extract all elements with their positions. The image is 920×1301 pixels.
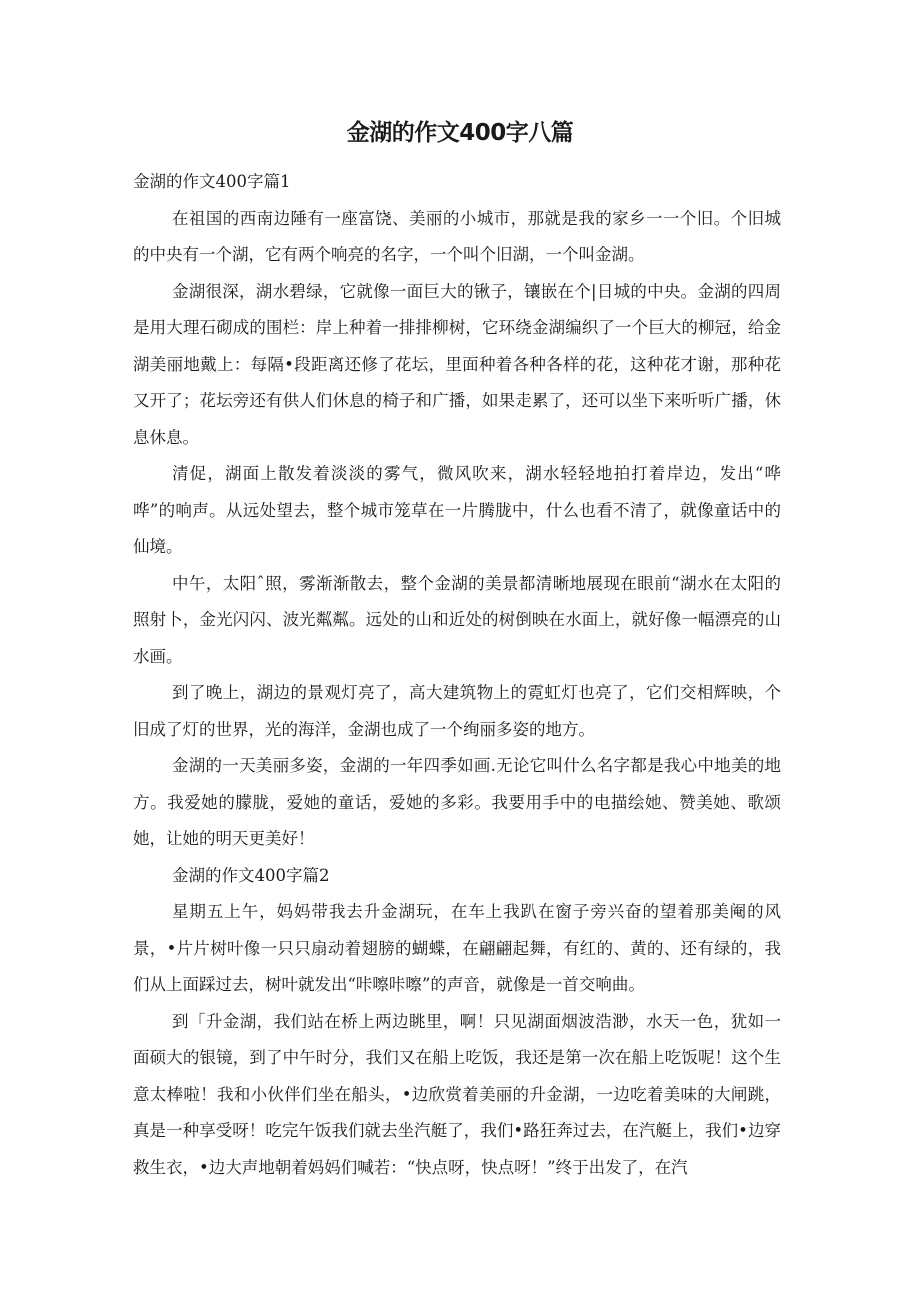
paragraph: 在祖国的西南边陲有一座富饶、美丽的小城市，那就是我的家乡一一个旧。个旧城的中央有一个湖，它有两个响亮的名字，一个叫个旧湖，一个叫金湖。	[133, 208, 781, 264]
paragraph: 到「升金湖，我们站在桥上两边眺里，啊！只见湖面烟波浩渺，水天一色，犹如一面硕大的银镜，到了中午时分，我们又在船上吃饭，我还是第一次在船上吃饭呢！这个生意太棒啦！我和小伙伴们坐在船头，•边欣赏着美丽的升金湖，一边吃着美味的大闸跳，真是一种享受呀！吃完午饭我们就去坐汽艇了，我们•路狂奔过去，在汽艇上，我们•边穿救生衣，•边大声地朝着妈妈们喊若：“快点呀，快点呀！”终于出发了，在汽	[133, 1011, 781, 1177]
section-heading: 金湖的作文400字篇1	[133, 172, 291, 191]
section-heading: 金湖的作文400字篇2	[172, 865, 330, 885]
paragraph: 金湖很深，湖水碧绿，它就像一面巨大的锹子，镶嵌在个|日城的中央。金湖的四周是用大理石砌成的围栏：岸上种着一排排柳树，它环绕金湖编织了一个巨大的柳冠，给金湖美丽地戴上：每隔•段距离还修了花坛，里面种着各种各样的花，这种花才谢，那种花又开了；花坛旁还有供人们休息的椅子和广播，如果走累了，还可以坐下来听听广播，休息休息。	[133, 281, 781, 447]
paragraph: 中午，太阳ˆ照，雾渐渐散去，整个金湖的美景都清晰地展现在眼前“湖水在太阳的照射卜，金光闪闪、波光粼粼。远处的山和近处的树倒映在水面上，就好像一幅漂亮的山水画。	[133, 573, 781, 666]
paragraph: 星期五上午，妈妈带我去升金湖玩，在车上我趴在窗子旁兴奋的望着那美阉的风景，•片片树叶像一只只扇动着翅膀的蝴蝶，在翩翩起舞，有红的、黄的、还有绿的，我们从上面踩过去，树叶就发出“咔嚓咔嚓”的声音，就像是一首交响曲。	[133, 902, 781, 994]
document-title: 金湖的作文400字八篇	[346, 120, 574, 146]
document-body	[133, 164, 781, 1186]
paragraph: 到了晚上，湖边的景观灯亮了，高大建筑物上的霓虹灯也亮了，它们交相辉映，个旧成了灯的世界，光的海洋，金湖也成了一个绚丽多姿的地方。	[133, 683, 781, 739]
paragraph: 清促，湖面上散发着淡淡的雾气，微风吹来，湖水轻轻地拍打着岸边，发出“哗哗”的响声。从远处望去，整个城市笼草在一片腾胧中，什么也看不清了，就像童话中的仙境。	[133, 464, 781, 556]
paragraph: 金湖的一天美丽多姿，金湖的一年四季如画.无论它叫什么名字都是我心中地美的地方。我爱她的朦胧，爱她的童话，爱她的多彩。我要用手中的电描绘她、赞美她、歌颂她，让她的明天更美好！	[133, 756, 781, 848]
